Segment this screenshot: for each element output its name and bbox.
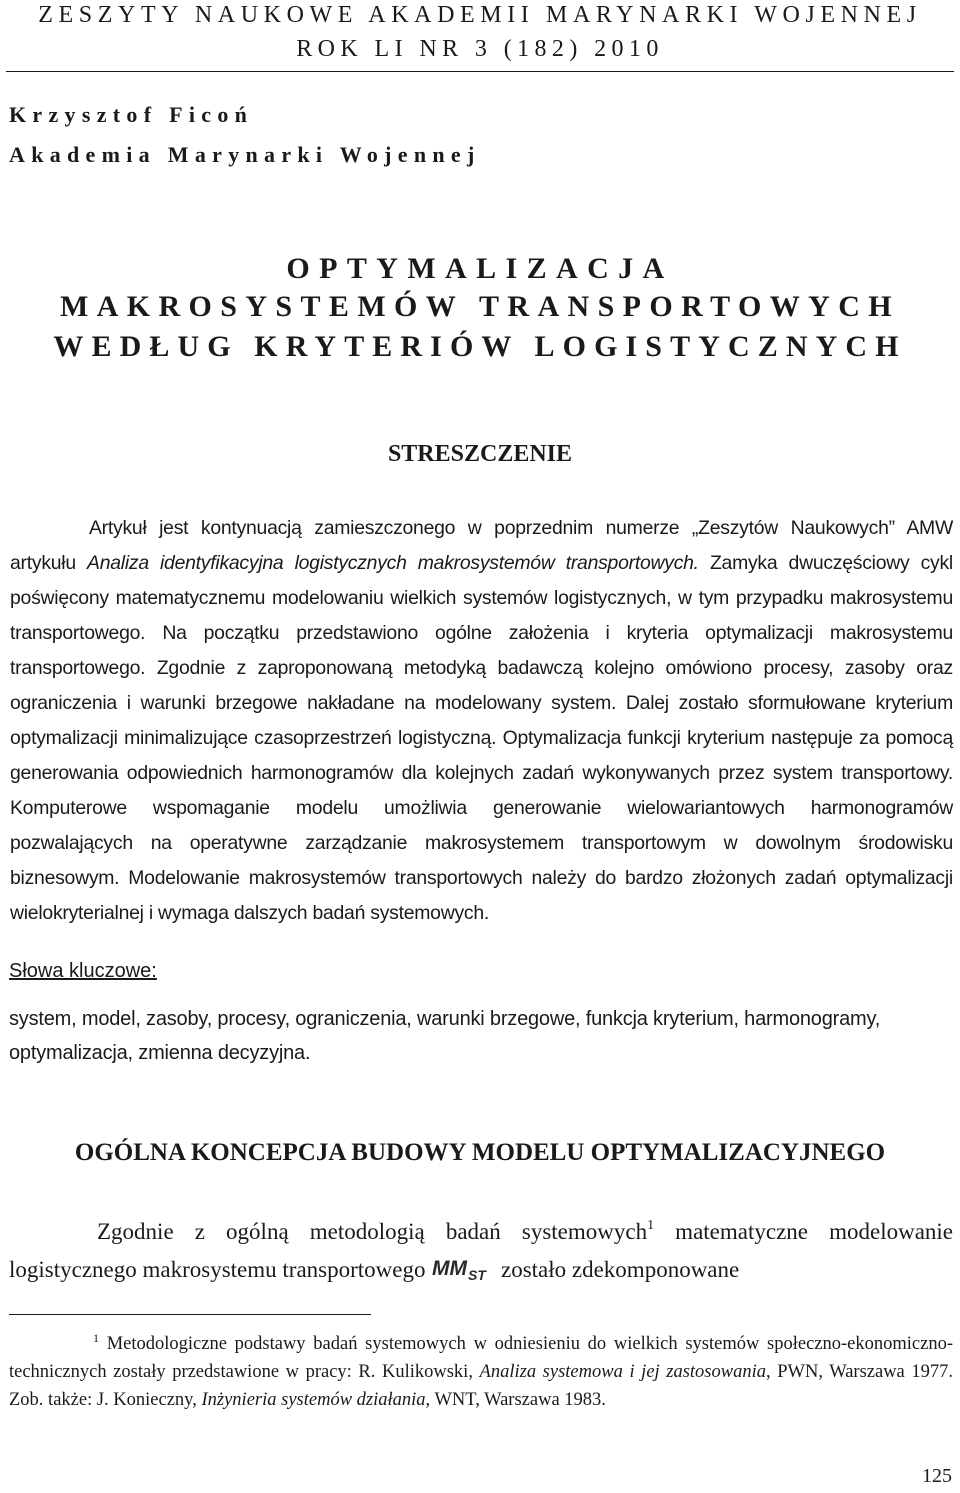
body-text-part-2: matematyczne modelowanie logistycznego makrosystemu transportowego xyxy=(9,1219,954,1282)
footnote-text-part-2: , PWN, Warszawa 1977. Zob. także: J. Konieczny, xyxy=(9,1362,953,1410)
abstract-cited-title: Analiza identyfikacyjna logistycznych makrosystemów transportowych. xyxy=(87,552,699,574)
footnote-reference: 1 xyxy=(647,1218,655,1233)
header-rule xyxy=(6,71,954,72)
body-text-part-3: zostało zdekomponowane xyxy=(495,1257,740,1282)
page-number: 125 xyxy=(922,1465,952,1487)
abstract-heading: STRESZCZENIE xyxy=(387,441,573,467)
footnote xyxy=(9,1330,953,1414)
article-title-line-3: WEDŁUG KRYTERIÓW LOGISTYCZNYCH xyxy=(53,330,907,363)
footnote-cited-title-2: Inżynieria systemów działania xyxy=(201,1390,426,1410)
article-title-line-2: MAKROSYSTEMÓW TRANSPORTOWYCH xyxy=(59,290,901,323)
abstract-text-part-1: Artykuł jest kontynuacją zamieszczonego w poprzednim numerze „Zeszytów Naukowych” AMW artykułu xyxy=(10,517,953,574)
author-affiliation: Akademia Marynarki Wojennej xyxy=(9,142,481,167)
author-name: Krzysztof Ficoń xyxy=(9,102,254,127)
footnote-number: 1 xyxy=(93,1331,99,1345)
body-text-part-1: Zgodnie z ogólną metodologią badań systemowych xyxy=(97,1219,648,1244)
mm-symbol-subscript: ST xyxy=(468,1267,487,1281)
journal-issue: ROK LI NR 3 (182) 2010 xyxy=(296,36,664,62)
footnote-cited-title-1: Analiza systemowa i jej zastosowania xyxy=(479,1362,766,1382)
footnote-text-part-3: , WNT, Warszawa 1983. xyxy=(425,1390,606,1410)
keywords-label: Słowa kluczowe: xyxy=(9,960,157,982)
article-title-line-1: OPTYMALIZACJA xyxy=(286,252,674,285)
journal-title: ZESZYTY NAUKOWE AKADEMII MARYNARKI WOJENNEJ xyxy=(38,2,922,28)
section-body-text xyxy=(9,1213,953,1289)
footnote-text-part-1: Metodologiczne podstawy badań systemowych w odniesieniu do wielkich systemów społeczno-ekonomiczno-technicznych zostały przedstawione w pracy: R. Kulikowski, xyxy=(9,1334,953,1382)
keywords-text: system, model, zasoby, procesy, ograniczenia, warunki brzegowe, funkcja kryterium, harmonogramy, optymalizacja, zmienna decyzyjna. xyxy=(9,1008,881,1064)
section-heading: OGÓLNA KONCEPCJA BUDOWY MODELU OPTYMALIZACYJNEGO xyxy=(74,1139,886,1166)
abstract-text xyxy=(10,511,953,931)
footnote-rule xyxy=(9,1314,371,1315)
mm-symbol-main: MM xyxy=(432,1257,468,1280)
abstract-text-part-2: Zamyka dwuczęściowy cykl poświęcony matematycznemu modelowaniu wielkich systemów logistycznych, w tym przypadku makrosystemu transportowego. Na początku przedstawiono ogólne założenia i kryteria optymalizacji makrosystemu transportowego. Zgodnie z zaproponowaną metodyką badawczą kolejno omówiono procesy, zasoby oraz ograniczenia i warunki brzegowe nakładane na modelowany system. Dalej zostało sformułowane kryterium optymalizacji minimalizujące czasoprzestrzeń logistyczną. Optymalizacja funkcji kryterium następuje za pomocą generowania odpowiednich harmonogramów dla kolejnych zadań wykonywanych przez system transportowy. Komputerowe wspomaganie modelu umożliwia generowanie wielowariantowych harmonogramów pozwalających na operatywne zarządzanie makrosystemem transportowym w dowolnym środowisku biznesowym. Modelowanie makrosystemów transportowych należy do bardzo złożonych zadań optymalizacji wielokryterialnej i wymaga dalszych badań systemowych. xyxy=(10,552,953,924)
mm-st-symbol xyxy=(431,1257,495,1281)
